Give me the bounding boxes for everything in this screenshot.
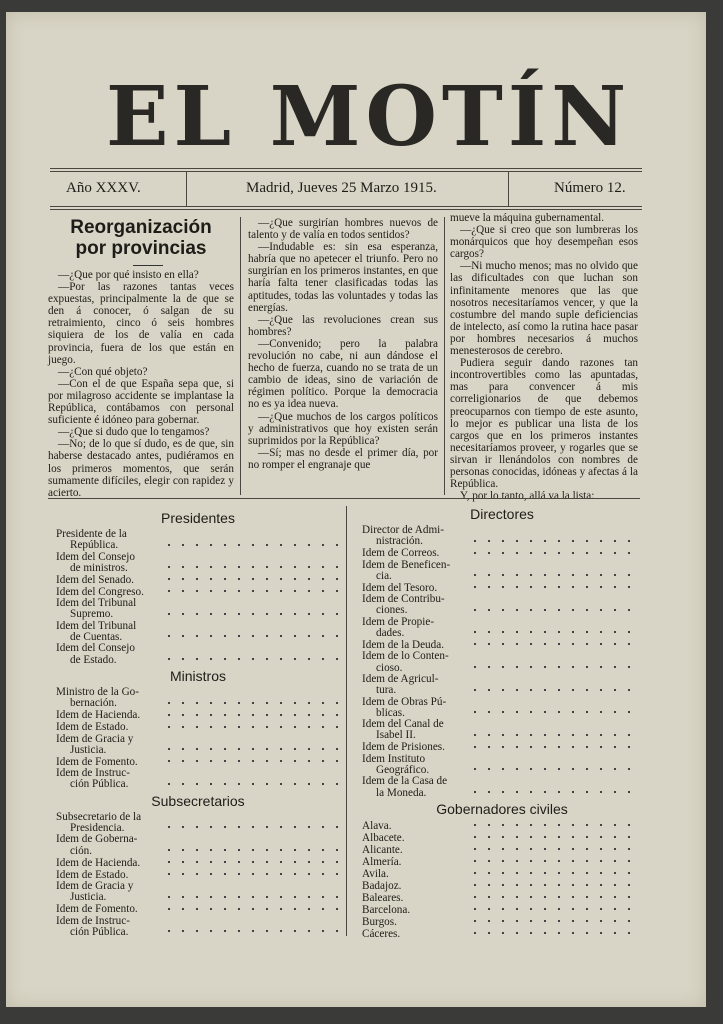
dot-leader [162,869,340,879]
list-item-line: Subsecretario de la [56,810,142,823]
list-item-line: Alicante. [362,843,403,856]
list-item [56,857,340,869]
list-item [56,881,340,904]
list-item [362,754,642,777]
list-item [362,820,642,832]
list-ministros [56,687,340,791]
list-item-line: Supremo. [70,608,114,621]
issue-number: Número 12. [554,180,626,196]
list-item-label [362,881,464,892]
dot-leader [468,880,642,890]
list-item-line: Idem de Correos. [362,547,440,560]
list-item-line: Burgos. [362,915,397,928]
datebar-divider-right [508,172,509,206]
list-item [56,710,340,722]
list-item [56,834,340,857]
list-item [56,904,340,916]
list-item [56,722,340,734]
list-item [56,687,340,710]
paragraph: —¿Que muchos de los cargos políticos y administrativos que hoy existen serán suprimidos por la República? [248,410,438,447]
list-item-line: Idem de la Deuda. [362,639,445,652]
list-item-line: Idem de Propie- [362,615,435,628]
list-item [362,697,642,720]
dot-leader [162,744,340,754]
list-item-line: Idem de la Casa de [362,775,448,788]
list-item-line: Geográfico. [376,764,430,777]
dash-separator [133,265,163,266]
list-item-line: Albacete. [362,831,405,844]
list-item-label [56,552,158,575]
list-item-line: Idem de Agricul- [362,672,439,685]
list-presidentes [56,529,340,666]
list-item-line: Idem de Contribu- [362,593,445,606]
list-item-line: Avila. [362,867,389,880]
paragraph: —¿Que por qué insisto en ella? [58,269,199,281]
dot-leader [162,631,340,641]
newspaper-page [6,12,706,1007]
section-title-ministros: Ministros [169,667,226,684]
list-item-label [362,548,464,559]
list-item-label [56,710,158,721]
dot-leader [468,742,642,752]
list-item-label [56,916,158,939]
list-item-label [362,905,464,916]
column-divider-2 [444,217,445,495]
list-item-line: Idem de Hacienda. [56,709,141,722]
list-item-line: Idem de Instruc- [56,767,130,780]
dot-leader [468,707,642,717]
list-item-label [56,858,158,869]
list-item-line: Ministro de la Go- [56,685,139,698]
list-item-label [362,754,464,777]
dot-leader [162,779,340,789]
list-item [362,832,642,844]
list-item [56,574,340,586]
rule-article-end [48,498,640,499]
list-item-line: Idem Instituto [362,752,426,765]
dot-leader [162,698,340,708]
rule-bottom [50,206,642,207]
list-item-label [56,834,158,857]
list-item [362,904,642,916]
dot-leader [162,562,340,572]
list-item-line: Idem de Gracia y [56,732,134,745]
list-item [362,617,642,640]
list-item [56,734,340,757]
list-item-line: Idem del Canal de [362,718,444,731]
list-item-label [362,560,464,583]
paragraph: mueve la máquina gubernamental. [450,212,605,224]
dot-leader [162,892,340,902]
dot-leader [468,904,642,914]
dot-leader [162,926,340,936]
list-item-line: Badajoz. [362,879,402,892]
dot-leader [468,844,642,854]
dot-leader [468,892,642,902]
list-item-line: Isabel II. [376,729,416,742]
list-item-line: Idem del Tesoro. [362,581,438,594]
list-item-line: dades. [376,627,405,640]
list-directores [362,525,642,799]
list-item-line: Idem de Estado. [56,721,129,734]
list-item-label [362,893,464,904]
list-gobernadores [362,820,642,940]
dot-leader [468,832,642,842]
list-item [362,868,642,880]
section-title-subsecretarios: Subsecretarios [151,792,245,809]
list-item-label [362,674,464,697]
list-item-label [56,722,158,733]
dot-leader [468,787,642,797]
dot-leader [468,764,642,774]
dot-leader [468,548,642,558]
list-item-line: Alava. [362,819,392,832]
list-item-line: Idem de Beneficen- [362,558,451,571]
list-item-label [362,869,464,880]
list-item-line: Cáceres. [362,927,401,940]
dot-leader [468,730,642,740]
list-item-line: nistración. [376,535,423,548]
dot-leader [468,916,642,926]
list-item [362,892,642,904]
list-item-label [362,833,464,844]
list-item-label [362,697,464,720]
dot-leader [162,540,340,550]
list-item [362,719,642,742]
list-item-line: Baleares. [362,891,404,904]
paragraph: —Sí; mas no desde el primer día, por no romper el engranaje que [248,446,438,471]
list-item-line: Idem del Tribunal [56,619,137,632]
dot-leader [162,654,340,664]
list-item-line: Idem de Gracia y [56,879,134,892]
dot-leader [162,845,340,855]
list-item-label [56,687,158,710]
list-item-line: Idem del Consejo [56,642,135,655]
list-item-line: Idem del Congreso. [56,585,144,598]
paragraph: —¿Que las revoluciones crean sus hombres? [248,313,438,338]
list-item [56,643,340,666]
date-bar [50,172,642,206]
section-title-directores: Directores [470,506,534,522]
list-item-line: de Cuentas. [70,631,123,644]
dot-leader [162,822,340,832]
list-item-label [362,821,464,832]
paragraph: —No; de lo que sí dudo, es de que, sin haberse destacado antes, pudiéramos en los primeros momentos, que serán sumamente difíciles, elegir con rapidez y acierto. [48,438,234,499]
list-item-line: Idem de Estado. [56,868,129,881]
list-item-label [362,594,464,617]
headline-line: Reorganización [70,217,212,238]
list-item [362,525,642,548]
list-item-line: Idem de Obras Pú- [362,695,447,708]
list-item [362,594,642,617]
list-item-line: Presidente de la [56,528,127,540]
paragraph: —Indudable es: sin esa esperanza, habría que no apetecer el triunfo. Pero no surgirían en los primeros instantes, en que haría falta tener clasificadas todas las aptitudes, todas las voluntades y todas las energías. [248,241,438,314]
rule-bottom-inner [50,209,642,210]
list-item-line: blicas. [376,706,405,719]
list-item [56,621,340,644]
list-item [362,548,642,560]
rule-top [50,168,642,169]
dot-leader [468,820,642,830]
dot-leader [162,710,340,720]
list-item-label [362,525,464,548]
list-column-right [362,504,642,940]
article-column-3 [450,212,638,502]
year-label: Año XXXV. [66,180,141,196]
list-item-line: Almería. [362,855,402,868]
list-item-line: ciones. [376,604,408,617]
list-item-line: Idem de lo Conten- [362,650,449,663]
paragraph: —Convenido; pero la palabra revolución no cabe, ni aun dándose el hecho de fuerza, cuando no se trata de un cambio de ideas, sino de variación de régimen político. Porque la democracia no es ya idea nueva. [248,337,438,411]
paragraph: —Ni mucho menos; mas no olvido que las dificultades con que luchan son infinitamente menores que las que nosotros necesitaríamos vencer, y que la costumbre del mando suple deficiencias de intelecto, así como la rutina hace pasar por hombres necesarios á muchos menesterosos de cerebro. [450,260,638,358]
list-item-line: Idem de Fomento. [56,755,138,768]
list-item [362,880,642,892]
list-item-label [56,621,158,644]
list-column-divider [346,506,347,936]
dot-leader [162,904,340,914]
dot-leader [468,685,642,695]
article-column-2 [248,217,438,471]
paragraph: —Con el de que España sepa que, si por milagroso accidente se implantase la República, contábamos con personal suficiente é idóneo para gobernar. [48,377,234,427]
dot-leader [162,722,340,732]
dot-leader [468,570,642,580]
list-item [362,844,642,856]
list-item-line: Idem de Instruc- [56,914,130,927]
list-item-label [362,719,464,742]
list-item [56,598,340,621]
list-item-label [56,734,158,757]
list-item-label [56,643,158,666]
list-item-line: Idem de Prisiones. [362,741,445,754]
list-item-label [362,651,464,674]
list-item-line: la Moneda. [376,786,427,799]
list-item-label [56,598,158,621]
article-headline [48,217,234,259]
list-item [362,651,642,674]
list-item-label [362,617,464,640]
dot-leader [468,856,642,866]
headline-line: por provincias [75,238,207,259]
list-item-label [362,917,464,928]
list-column-left [56,508,340,938]
date-label: Madrid, Jueves 25 Marzo 1915. [246,180,437,196]
column-divider-1 [240,217,241,495]
list-item-line: ción Pública. [70,778,129,791]
list-item [56,916,340,939]
dot-leader [468,627,642,637]
list-item-label [56,812,158,835]
list-item-label [56,768,158,791]
paragraph: Pudiera seguir dando razones tan incontrovertibles como las apuntadas, mas para convencer á mis correligionarios de que debemos preocuparnos con tiempo de este asunto, lo mejor es publicar una lista de los cargos que en los primeros instantes necesitaríamos proveer, y rogarles que se sirvan ir llenándolos con nombres de personas conocidas, idóneas y afectas á la República. [450,357,638,491]
list-item-line: Idem de Hacienda. [56,856,141,869]
list-item-line: Director de Admi- [362,524,445,536]
list-item-label [56,529,158,552]
list-item-line: Idem de Fomento. [56,903,138,916]
dot-leader [162,586,340,596]
list-item [362,916,642,928]
paragraph: —¿Con qué objeto? [58,365,148,378]
list-subsecretarios [56,812,340,938]
list-item-line: República. [70,539,119,552]
dot-leader [468,605,642,615]
list-item [56,812,340,835]
dot-leader [468,662,642,672]
list-item-label [362,857,464,868]
list-item-line: ción Pública. [70,925,129,938]
list-item [56,552,340,575]
list-item-line: Idem del Tribunal [56,597,137,610]
list-item-line: Justicia. [70,743,107,756]
datebar-divider-left [186,172,187,206]
list-item-line: Barcelona. [362,903,411,916]
list-item-label [362,776,464,799]
dot-leader [468,868,642,878]
dot-leader [162,574,340,584]
list-item [56,768,340,791]
list-item-label [56,575,158,586]
list-item-line: de Estado. [70,653,117,666]
paragraph: —¿Que surgirían hombres nuevos de talento y de valía en todos sentidos? [248,217,438,242]
list-item-label [362,845,464,856]
list-item-line: de ministros. [70,561,128,574]
list-item [362,674,642,697]
dot-leader [162,609,340,619]
list-item-line: bernación. [70,697,117,710]
list-item-line: Justicia. [70,891,107,904]
list-item-line: cioso. [376,661,403,674]
article-column-1 [48,217,234,499]
dot-leader [468,582,642,592]
list-item-line: Idem de Goberna- [56,833,138,846]
list-item [56,529,340,552]
list-item [362,560,642,583]
paragraph: Y, por lo tanto, allá va la lista: [460,490,595,503]
list-item-line: Idem del Consejo [56,550,135,563]
dot-leader [468,536,642,546]
paragraph: —Por las razones tantas veces expuestas, principalmente la de que se den á conocer, ó salgan de su retraimiento, cinco ó seis hombres siquiera de los de valía en cada provincia, fuera de los que están en juego. [48,281,234,366]
list-item [362,776,642,799]
section-title-presidentes: Presidentes [161,510,235,526]
list-item-line: ción. [70,844,93,857]
paragraph: —¿Que si dudo que lo tengamos? [58,426,210,439]
list-item [362,742,642,754]
dot-leader [468,639,642,649]
paragraph: —¿Que si creo que son lumbreras los monárquicos que hoy desempeñan esos cargos? [450,224,638,261]
dot-leader [162,756,340,766]
list-item [362,928,642,940]
list-item-label [362,929,464,940]
masthead-title: EL MOTÍN [106,69,632,165]
list-item-label [56,904,158,915]
list-item-line: Presidencia. [70,822,125,835]
list-item-label [56,881,158,904]
list-item-line: Idem del Senado. [56,573,134,586]
section-title-gobernadores: Gobernadores civiles [436,800,568,817]
dot-leader [162,857,340,867]
list-item-line: tura. [376,684,397,697]
list-item-line: cia. [376,569,392,582]
list-item [362,856,642,868]
dot-leader [468,928,642,938]
